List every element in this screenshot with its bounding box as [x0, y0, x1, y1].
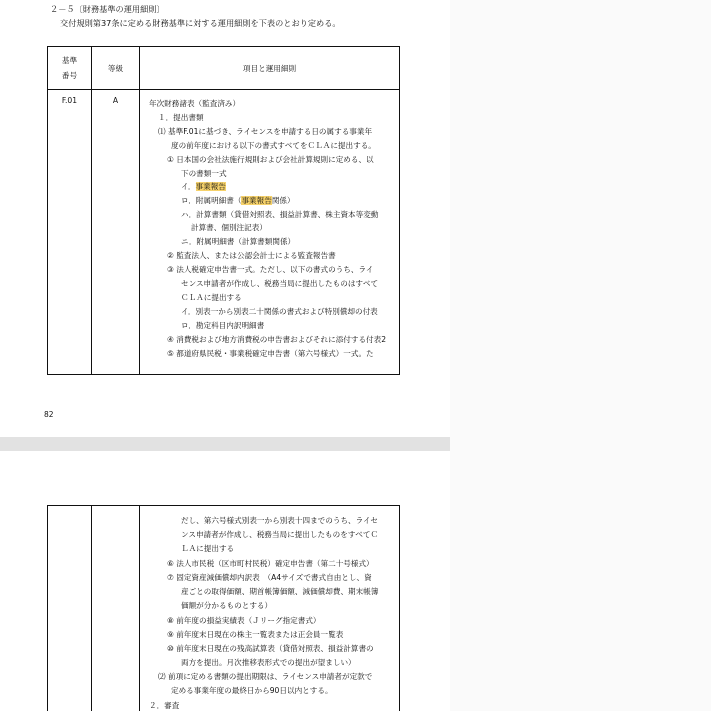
detail-line [181, 180, 226, 193]
detail-line: ⑩ 前年度末日現在の残高試算表（貸借対照表、損益計算書の [167, 644, 374, 653]
detail-line: 産ごとの取得価額、期首帳簿価額、減価償却費、期末帳簿 [181, 587, 379, 596]
detail-line: 計算書、個別注記表） [191, 223, 267, 232]
header-items: 項目と運用細則 [140, 47, 400, 90]
highlighted-text: 事業報告 [195, 182, 226, 191]
detail-line: ⑨ 前年度末日現在の株主一覧表または正会員一覧表 [167, 630, 344, 639]
detail-line: 下の書類一式 [181, 169, 227, 178]
highlighted-text: 事業報告 [241, 196, 272, 205]
criterion-grade: A [92, 90, 140, 375]
financial-rules-table-continued [47, 505, 400, 711]
detail-line: ① 日本国の会社法施行規則および会社計算規則に定める、以 [167, 155, 374, 164]
detail-line: 定める事業年度の最終日から90日以内とする。 [171, 686, 333, 695]
detail-line: １．提出書類 [158, 113, 204, 122]
detail-line: ③ 法人税確定申告書一式。ただし、以下の書式のうち、ライ [167, 265, 374, 274]
detail-line: ２．審査 [149, 701, 180, 710]
detail-line: ＬＡに提出する [181, 544, 235, 553]
detail-line: ⑤ 都道府県民税・事業税確定申告書（第六号様式）一式。た [167, 349, 374, 358]
document-page-82 [0, 0, 450, 437]
detail-line: センス申請者が作成し、税務当局に提出したものはすべて [181, 279, 379, 288]
document-page-83 [0, 451, 450, 711]
detail-line: だし、第六号様式別表一から別表十四までのうち、ライセ [181, 516, 378, 525]
criterion-details-continued [140, 506, 400, 711]
detail-line: ② 監査法人、または公認会計士による監査報告書 [167, 251, 336, 260]
detail-line [181, 194, 295, 207]
criterion-code: F.01 [48, 90, 92, 375]
header-grade: 等級 [92, 47, 140, 90]
detail-line: ロ．勘定科目内訳明細書 [181, 321, 265, 330]
detail-text: イ． [181, 182, 196, 191]
detail-line: ハ．計算書類（貸借対照表、損益計算書、株主資本等変動 [181, 210, 379, 219]
detail-line: 価額が分かるものとする） [181, 601, 273, 610]
detail-line: ＣＬＡに提出する [181, 293, 242, 302]
detail-line: ④ 消費税および地方消費税の申告書およびそれに添付する付表2 [167, 335, 387, 344]
detail-text: ロ．附属明細書（ [181, 196, 242, 205]
criterion-code-continued [48, 506, 92, 711]
detail-line: ンス申請者が作成し、税務当局に提出したものをすべてＣ [181, 530, 379, 539]
detail-text: 関係） [271, 196, 295, 205]
detail-line: ⑧ 前年度の損益実績表（Ｊリーグ指定書式） [167, 616, 321, 625]
page-number: 82 [44, 410, 54, 419]
criterion-grade-continued [92, 506, 140, 711]
financial-rules-table [47, 46, 400, 375]
detail-line: ⑵ 前項に定める書類の提出期限は、ライセンス申請者が定款で [158, 672, 373, 681]
detail-line: ⑴ 基準F.01に基づき、ライセンスを申請する日の属する事業年 [158, 127, 373, 136]
detail-line: 両方を提出。月次推移表形式での提出が望ましい） [181, 658, 356, 667]
detail-line: ニ．附属明細書（計算書類関係） [181, 237, 296, 246]
section-title: ２－５〔財務基準の運用細則〕 [50, 4, 165, 14]
detail-line: 年次財務諸表（監査済み） [149, 99, 241, 108]
detail-line: ⑥ 法人市民税（区市町村民税）確定申告書（第二十号様式） [167, 559, 374, 568]
detail-line: ⑦ 固定資産減価償却内訳表 （A4サイズで書式自由とし、資 [167, 573, 372, 582]
viewer-background [450, 0, 711, 711]
detail-line: イ．別表一から別表二十関係の書式および特別償却の付表 [181, 307, 378, 316]
page-gap [0, 437, 450, 451]
detail-line: 度の前年度における以下の書式すべてをＣＬＡに提出する。 [171, 141, 376, 150]
criterion-details [140, 90, 400, 375]
section-intro: 交付規則第37条に定める財務基準に対する運用細則を下表のとおり定める。 [60, 18, 341, 28]
header-criterion-number: 基準 番号 [48, 47, 92, 90]
